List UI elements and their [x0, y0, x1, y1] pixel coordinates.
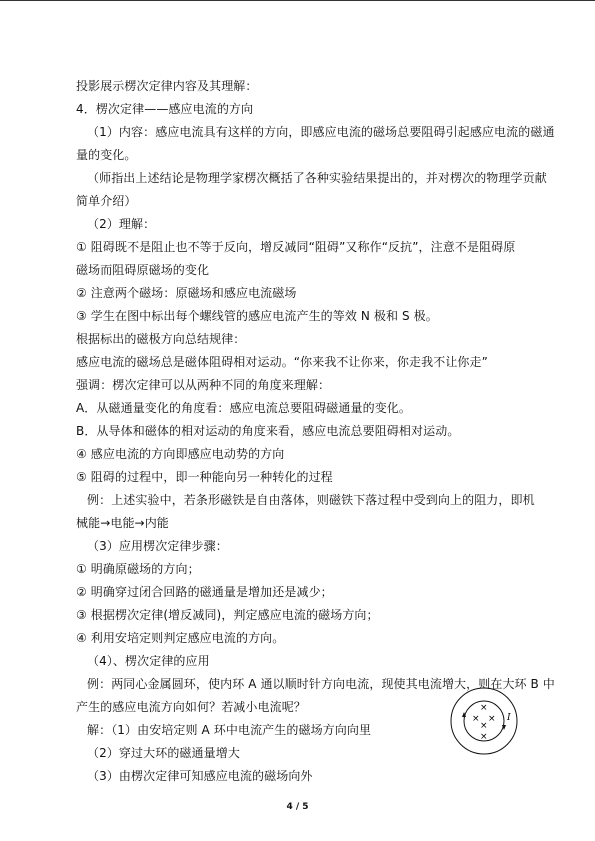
text-line: 根据标出的磁极方向总结规律：: [76, 332, 246, 346]
cross-mark: ×: [480, 703, 488, 713]
text-line: 感应电流的磁场总是磁体阻碍相对运动。“你来我不让你来，你走我不让你走”: [76, 355, 488, 369]
text-line: 投影展示楞次定律内容及其理解：: [76, 79, 258, 93]
text-line: （2）理解：: [87, 217, 156, 231]
text-line: ③ 学生在图中标出每个螺线管的感应电流产生的等效 N 极和 S 极。: [76, 309, 438, 323]
text-line: 械能→电能→内能: [76, 516, 169, 530]
text-line: （3）由楞次定律可知感应电流的磁场向外: [87, 769, 313, 783]
cross-mark: ×: [472, 714, 480, 724]
text-line: （2）穿过大环的磁通量增大: [87, 746, 240, 760]
text-line: A．从磁通量变化的角度看：感应电流总要阻碍磁通量的变化。: [76, 401, 412, 415]
text-line: 强调：楞次定律可以从两种不同的角度来理解：: [76, 378, 331, 392]
text-line: （3）应用楞次定律步骤：: [87, 539, 228, 553]
text-line: （4）、楞次定律的应用: [87, 654, 210, 668]
text-line: 例：上述实验中，若条形磁铁是自由落体，则磁铁下落过程中受到向上的阻力，即机: [87, 493, 535, 507]
text-line: （师指出上述结论是物理学家楞次概括了各种实验结果提出的，并对楞次的物理学贡献: [87, 171, 547, 185]
text-line: ④ 利用安培定则判定感应电流的方向。: [76, 631, 285, 645]
text-line: 例：两同心金属圆环，使内环 A 通以顺时针方向电流，现使其电流增大，则在大环 B 中: [87, 677, 555, 691]
text-line: ② 明确穿过闭合回路的磁通量是增加还是减少；: [76, 585, 333, 599]
current-label: I: [507, 713, 511, 723]
text-line: ④ 感应电流的方向即感应电动势的方向: [76, 447, 285, 461]
text-line: （1）内容：感应电流具有这样的方向，即感应电流的磁场总要阻碍引起感应电流的磁通: [87, 125, 555, 139]
page-number: 4 / 5: [286, 802, 309, 812]
text-line: ⑤ 阻碍的过程中，即一种能向另一种转化的过程: [76, 470, 333, 484]
text-line: 磁场而阻碍原磁场的变化: [76, 263, 210, 277]
concentric-rings-figure: [446, 683, 526, 763]
text-line: ③ 根据楞次定律(增反减同)，判定感应电流的磁场方向；: [76, 608, 379, 622]
text-line: ② 注意两个磁场：原磁场和感应电流磁场: [76, 286, 297, 300]
cross-mark: ×: [488, 714, 496, 724]
text-line: 解：（1）由安培定则 A 环中电流产生的磁场方向向里: [87, 723, 372, 737]
text-line: ① 明确原磁场的方向；: [76, 562, 200, 576]
text-line: 简单介绍）: [76, 194, 137, 208]
cross-mark: ×: [480, 721, 488, 731]
section-heading: 4．楞次定律——感应电流的方向: [76, 102, 254, 116]
text-line: ① 阻碍既不是阻止也不等于反向，增反减同“阻碍”又称作“反抗”，注意不是阻碍原: [76, 240, 516, 254]
header-rule: [0, 0, 595, 1]
cross-mark: ×: [480, 732, 488, 742]
text-line: 产生的感应电流方向如何？若减小电流呢？: [76, 700, 306, 714]
text-line: 量的变化。: [76, 148, 137, 162]
text-line: B．从导体和磁体的相对运动的角度来看，感应电流总要阻碍相对运动。: [76, 424, 460, 438]
